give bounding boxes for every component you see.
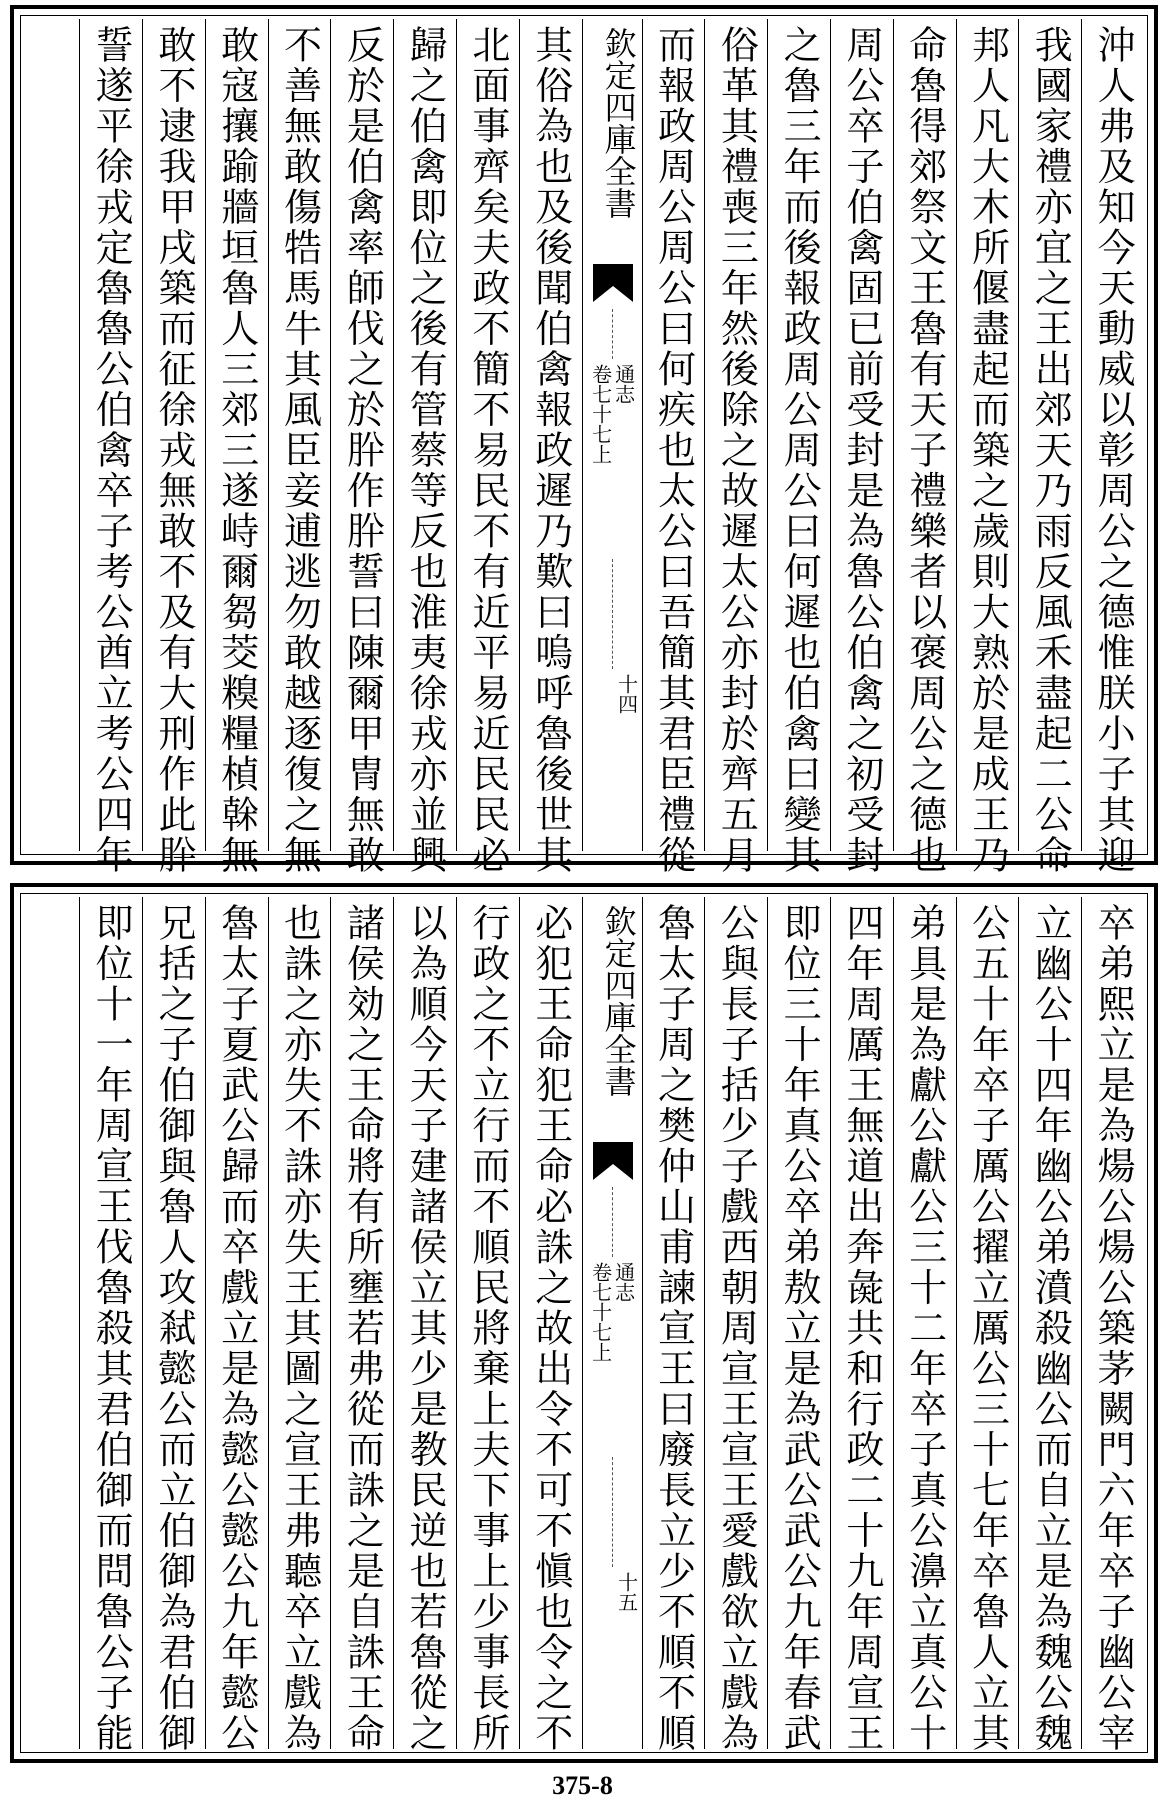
column-text: 其俗為也及後聞伯禽報政遲乃歎曰嗚呼魯後世其 [528,25,573,876]
text-column [142,19,205,876]
column-text: 命魯得郊祭文王魯有天子禮樂者以褒周公之德也 [902,25,947,876]
volume-name: 卷七十七上 [588,364,613,464]
text-column [519,897,582,1754]
text-column [704,19,767,876]
text-column [830,897,893,1754]
page-number: 十四 [614,674,639,714]
guide-line [612,1187,614,1257]
text-column [1018,19,1081,876]
text-column [330,897,393,1754]
column-text: 我國家禮亦宜之王出郊天乃雨反風禾盡起二公命 [1028,25,1073,876]
column-text: 以為順今天子建諸侯立其少是教民逆也若魯從之 [403,903,448,1754]
text-column [456,19,519,876]
guide-line [612,1457,614,1567]
text-column [956,19,1019,876]
guide-line [612,309,614,359]
text-column [393,897,456,1754]
text-column [1081,19,1144,876]
text-column [205,897,268,1754]
page-number: 十五 [614,1572,639,1612]
center-fold-column [582,19,642,851]
text-column [893,897,956,1754]
page-footer-number: 375-8 [552,1771,613,1800]
bottom-page [10,883,1158,1763]
column-text: 沖人弗及知今天動威以彰周公之德惟朕小子其迎 [1091,25,1136,876]
column-text: 邦人凡大木所偃盡起而築之歲則大熟於是成王乃 [965,25,1010,876]
text-column [142,897,205,1754]
column-text: 即位三十年真公卒弟敖立是為武公武公九年春武 [777,903,822,1754]
column-text: 公五十年卒子厲公擢立厲公三十七年卒魯人立其 [965,903,1010,1754]
text-column [642,897,705,1754]
text-column [393,19,456,876]
column-text: 魯太子夏武公歸而卒戲立是為懿公懿公九年懿公 [214,903,259,1754]
column-text: 之魯三年而後報政周公周公曰何遲也伯禽曰變其 [777,25,822,876]
bottom-page-columns [24,897,1144,1754]
column-text: 魯太子周之樊仲山甫諫宣王曰廢長立少不順不順 [651,903,696,1754]
text-column [205,19,268,876]
text-column [767,897,830,1754]
text-column [1081,897,1144,1754]
book-title: 欽定四庫全書 [599,27,638,219]
top-page [10,5,1158,876]
column-text: 兄括之子伯御與魯人攻弒懿公而立伯御為君伯御 [151,903,196,1754]
book-title: 欽定四庫全書 [599,905,638,1097]
text-column [956,897,1019,1754]
text-column [893,19,956,876]
fishtail-mark-icon [593,1142,633,1180]
text-column [519,19,582,876]
guide-line [612,559,614,669]
column-text: 必犯王命犯王命必誅之故出令不可不愼也令之不 [528,903,573,1754]
text-column [268,19,331,876]
column-text: 周公卒子伯禽固已前受封是為魯公伯禽之初受封 [839,25,884,876]
column-text: 也誅之亦失不誅亦失王其圖之宣王弗聽卒立戲為 [277,903,322,1754]
top-page-columns [24,19,1144,876]
column-text: 諸侯効之王命將有所壅若弗從而誅之是自誅王命 [340,903,385,1754]
column-text: 卒弟熙立是為煬公煬公築茅闕門六年卒子幽公宰 [1091,903,1136,1754]
text-column [330,19,393,876]
text-column [704,897,767,1754]
column-text: 而報政周公周公曰何疾也太公曰吾簡其君臣禮從 [651,25,696,876]
column-text: 即位十一年周宣王伐魯殺其君伯御而問魯公子能 [89,903,134,1754]
chapter-label [589,364,636,464]
text-column [79,897,142,1754]
column-text: 立幽公十四年幽公弟濆殺幽公而自立是為魏公魏 [1028,903,1073,1754]
text-column [642,19,705,876]
book-name: 通志 [611,364,636,404]
chapter-label [589,1262,636,1362]
column-text: 行政之不立行而不順民將棄上夫下事上少事長所 [465,903,510,1754]
column-text: 歸之伯禽即位之後有管蔡等反也淮夷徐戎亦並興 [403,25,448,876]
text-column [830,19,893,876]
column-text: 北面事齊矣夫政不簡不易民不有近平易近民民必 [465,25,510,876]
center-fold-column [582,897,642,1749]
volume-name: 卷七十七上 [588,1262,613,1362]
text-column [456,897,519,1754]
text-column [79,19,142,876]
book-name: 通志 [611,1262,636,1302]
text-column [767,19,830,876]
column-text: 俗革其禮喪三年然後除之故遲太公亦封於齊五月 [714,25,759,876]
fishtail-mark-icon [593,264,633,302]
column-text: 四年周厲王無道出奔彘共和行政二十九年周宣王 [839,903,884,1754]
column-text: 敢寇攘踰牆垣魯人三郊三遂峙爾芻茭糗糧楨榦無 [214,25,259,876]
column-text: 公與長子括少子戲西朝周宣王宣王愛戲欲立戲為 [714,903,759,1754]
text-column [1018,897,1081,1754]
column-text: 反於是伯禽率師伐之於肸作肸誓曰陳爾甲冑無敢 [340,25,385,876]
column-text: 敢不逮我甲戌築而征徐戎無敢不及有大刑作此肸 [151,25,196,876]
column-text: 誓遂平徐戎定魯魯公伯禽卒子考公酋立考公四年 [89,25,134,876]
column-text: 弟具是為獻公獻公三十二年卒子真公濞立真公十 [902,903,947,1754]
column-text: 不善無敢傷牿馬牛其風臣妾逋逃勿敢越逐復之無 [277,25,322,876]
text-column [268,897,331,1754]
